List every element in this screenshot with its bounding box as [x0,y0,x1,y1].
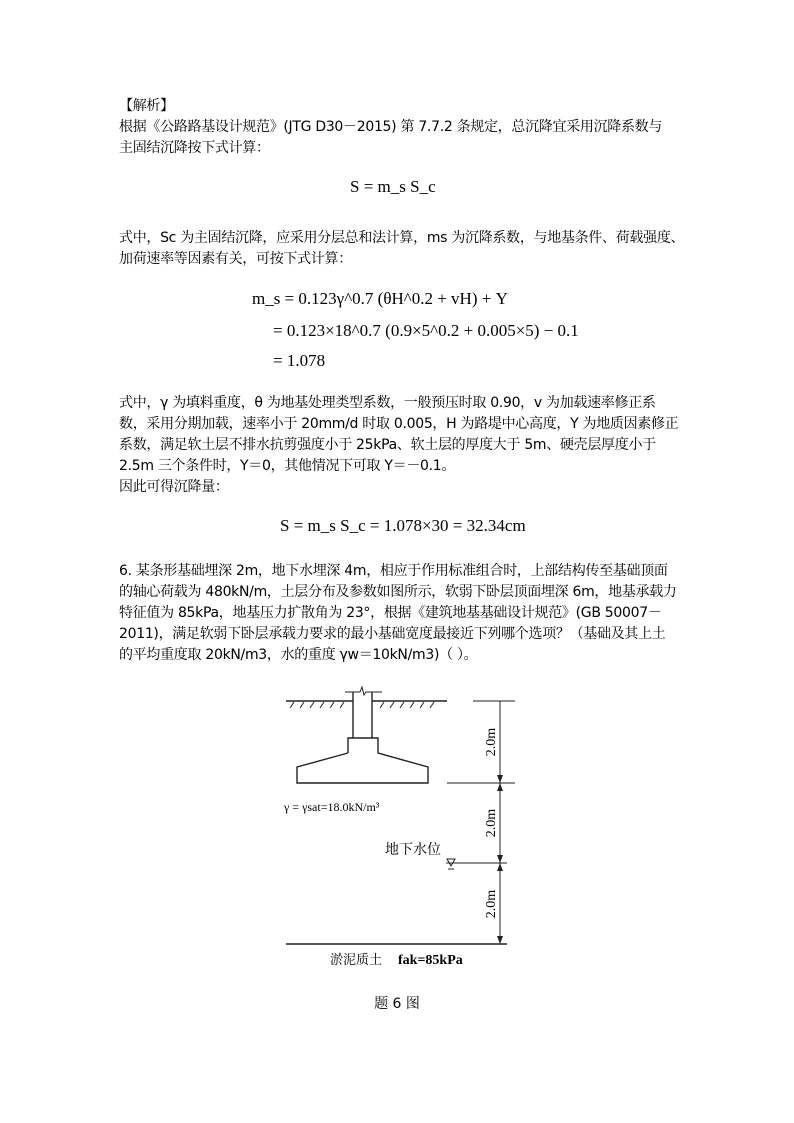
dimension-label: 2.0m [484,808,499,838]
soil-label: 淤泥质土 [330,953,383,968]
intro-line: 主固结沉降按下式计算： [119,140,270,156]
question-line: 的平均重度取 20kN/m3，水的重度 γw＝10kN/m3)（ ）。 [119,647,478,663]
explanation-line: 系数，满足软土层不排水抗剪强度小于 25kPa、软土层的厚度大于 5m、硬壳层厚度小于 [119,437,656,453]
question-line: 6. 某条形基础埋深 2m，地下水埋深 4m，相应于作用标准组合时，上部结构传至基础顶面 [119,563,668,579]
explanation-line: 加荷速率等因素有关，可按下式计算： [119,251,352,267]
question-line: 的轴心荷载为 480kN/m，土层分布及参数如图所示，软弱下卧层顶面埋深 6m，地基承载力 [119,584,677,600]
water-table-label: 地下水位 [385,842,441,858]
explanation-line: 因此可得沉降量： [119,479,229,495]
formula-ms-line1: m_s = 0.123γ^0.7 (θH^0.2 + vH) + Y [252,289,508,308]
question-line: 2011)，满足软弱下卧层承载力要求的最小基础宽度最接近下列哪个选项？（基础及其上土 [119,626,666,642]
section-heading: 【解析】 [119,98,174,114]
formula-ms-line3: = 1.078 [273,351,326,370]
dimension-label: 2.0m [484,727,499,757]
figure-caption: 题 6 图 [374,996,420,1012]
dimension-label: 2.0m [484,889,499,919]
formula-result: S = m_s S_c = 1.078×30 = 32.34cm [280,516,526,535]
formula-settlement: S = m_s S_c [350,177,436,196]
question-line: 特征值为 85kPa，地基压力扩散角为 23°，根据《建筑地基基础设计规范》(GB 50007－ [119,605,662,621]
explanation-line: 数，采用分期加载，速率小于 20mm/d 时取 0.005，H 为路堤中心高度，Y 为地质因素修正 [119,416,679,432]
formula-ms-line2: = 0.123×18^0.7 (0.9×5^0.2 + 0.005×5) − 0.1 [273,321,579,340]
intro-line: 根据《公路路基设计规范》(JTG D30－2015) 第 7.7.2 条规定，总沉降宜采用沉降系数与 [119,119,663,135]
explanation-line: 2.5m 三个条件时，Y＝0，其他情况下可取 Y＝－0.1。 [119,458,456,474]
unit-weight-label: γ = γsat=18.0kN/m³ [284,800,380,814]
explanation-line: 式中，γ 为填料重度，θ 为地基处理类型系数，一般预压时取 0.90，v 为加载速率修正系 [119,395,656,411]
explanation-line: 式中，Sc 为主固结沉降，应采用分层总和法计算，ms 为沉降系数，与地基条件、荷载强度、 [119,230,685,246]
bearing-capacity-label: fak=85kPa [398,953,463,968]
